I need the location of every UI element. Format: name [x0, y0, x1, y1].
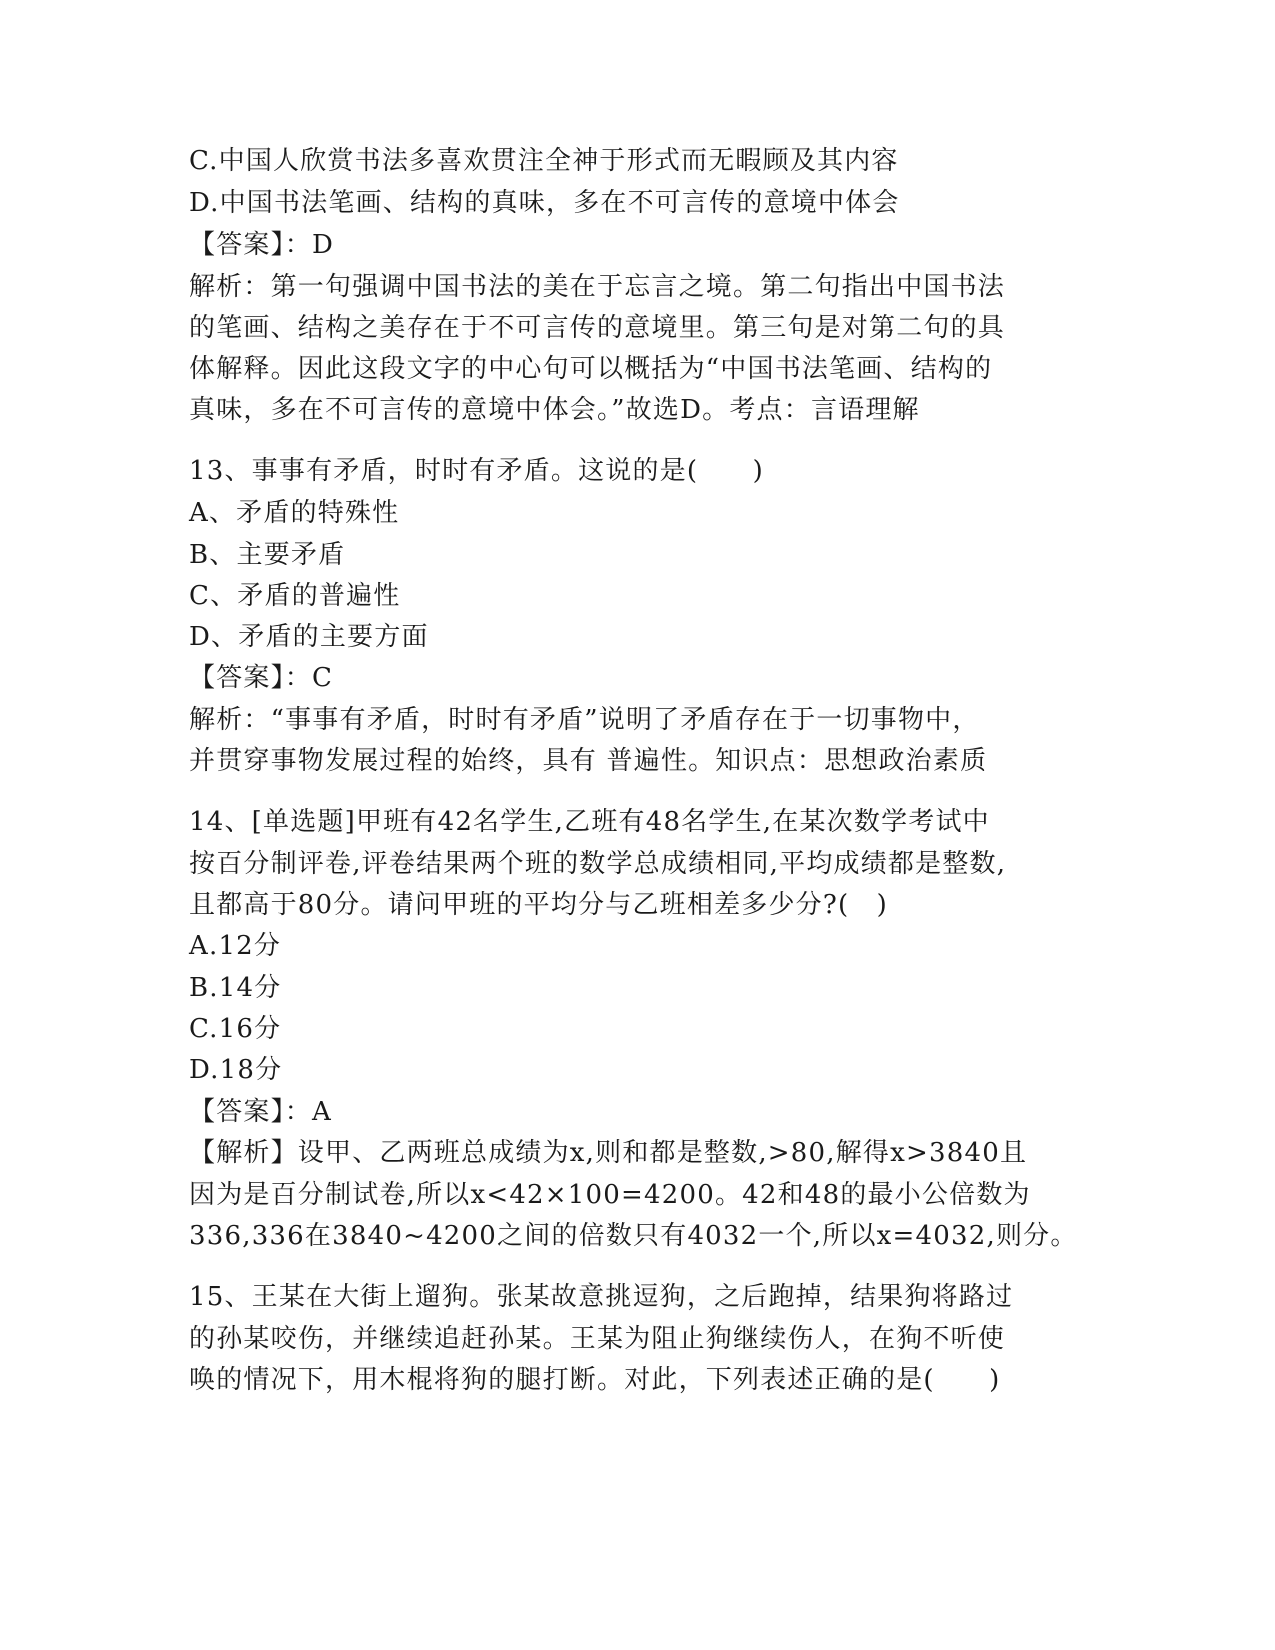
q13-explanation-line: 并贯穿事物发展过程的始终，具有 普遍性。知识点：思想政治素质	[189, 746, 988, 776]
q13-stem: 13、事事有矛盾，时时有矛盾。这说的是( )	[189, 456, 764, 486]
q13-option: C、矛盾的普遍性	[189, 581, 401, 611]
q12-explanation-line: 真味，多在不可言传的意境中体会。”故选D。考点：言语理解	[189, 395, 920, 425]
q14-option: C.16分	[189, 1014, 282, 1044]
q15-stem-line: 15、王某在大街上遛狗。张某故意挑逗狗，之后跑掉，结果狗将路过	[189, 1282, 1014, 1312]
q12-explanation-line: 解析：第一句强调中国书法的美在于忘言之境。第二句指出中国书法	[189, 272, 1006, 302]
q15-stem-line: 的孙某咬伤，并继续追赶孙某。王某为阻止狗继续伤人，在狗不听使	[189, 1324, 1006, 1354]
q14-explanation-line: 因为是百分制试卷,所以x<42×100=4200。42和48的最小公倍数为	[189, 1180, 1031, 1210]
q13-explanation-line: 解析：“事事有矛盾，时时有矛盾”说明了矛盾存在于一切事物中，	[189, 705, 980, 735]
q13-answer: 【答案】：C	[189, 663, 334, 693]
q14-option: A.12分	[189, 931, 282, 961]
q14-explanation-line: 【解析】设甲、乙两班总成绩为x,则和都是整数,>80,解得x>3840且	[189, 1138, 1028, 1168]
q12-explanation-line: 体解释。因此这段文字的中心句可以概括为“中国书法笔画、结构的	[189, 354, 993, 384]
q12-answer: 【答案】：D	[189, 230, 335, 260]
q14-option: D.18分	[189, 1055, 283, 1085]
q14-option: B.14分	[189, 973, 282, 1003]
q13-option: D、矛盾的主要方面	[189, 622, 429, 652]
q15-stem-line: 唤的情况下，用木棍将狗的腿打断。对此，下列表述正确的是( )	[189, 1365, 1001, 1395]
q13-option: A、矛盾的特殊性	[189, 498, 400, 528]
q12-explanation-line: 的笔画、结构之美存在于不可言传的意境里。第三句是对第二句的具	[189, 313, 1006, 343]
q14-answer: 【答案】：A	[189, 1097, 332, 1127]
q14-stem-line: 按百分制评卷,评卷结果两个班的数学总成绩相同,平均成绩都是整数,	[189, 849, 1007, 879]
q12-option-c: C.中国人欣赏书法多喜欢贯注全神于形式而无暇顾及其内容	[189, 146, 899, 176]
q13-option: B、主要矛盾	[189, 540, 346, 570]
q14-stem-line: 14、[单选题]甲班有42名学生,乙班有48名学生,在某次数学考试中	[189, 807, 990, 837]
q14-explanation-line: 336,336在3840~4200之间的倍数只有4032一个,所以x=4032,则分。	[189, 1221, 1078, 1251]
q14-stem-line: 且都高于80分。请问甲班的平均分与乙班相差多少分?( )	[189, 890, 888, 920]
q12-option-d: D.中国书法笔画、结构的真味，多在不可言传的意境中体会	[189, 188, 900, 218]
